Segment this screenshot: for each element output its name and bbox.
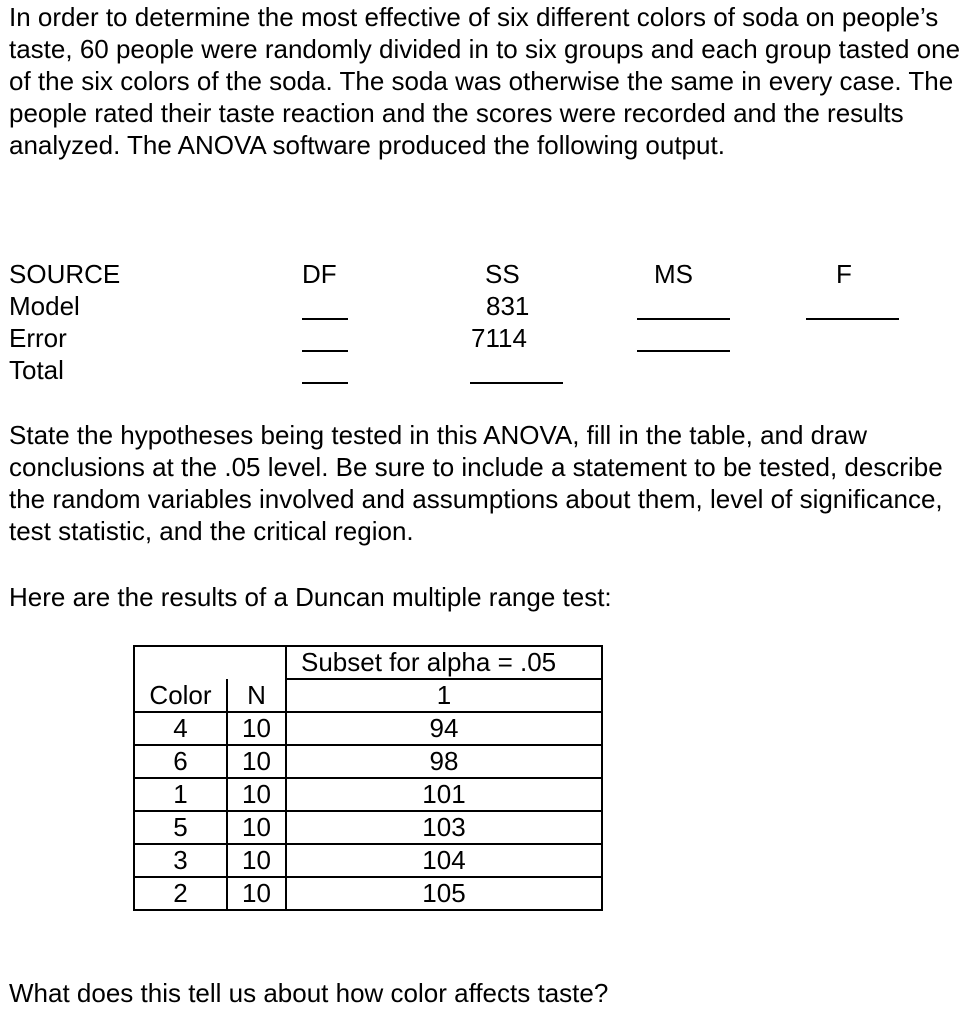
duncan-n-header: N — [227, 679, 286, 712]
anova-source-model: Model — [9, 291, 80, 321]
table-row — [134, 778, 602, 811]
duncan-mean-cell: 101 — [286, 778, 602, 811]
closing-question: What does this tell us about how color affects taste? — [9, 978, 609, 1008]
duncan-color-cell: 3 — [134, 844, 227, 877]
anova-model-df-blank — [302, 318, 348, 320]
anova-source-total: Total — [9, 355, 64, 385]
duncan-intro: Here are the results of a Duncan multiple range test: — [9, 582, 612, 612]
anova-total-ss-blank — [470, 382, 563, 384]
anova-header-ss: SS — [485, 259, 520, 289]
anova-model-ms-blank — [637, 318, 730, 320]
duncan-n-cell: 10 — [227, 745, 286, 778]
anova-model-f-blank — [806, 318, 899, 320]
table-row — [134, 811, 602, 844]
duncan-corner-cell — [227, 646, 286, 679]
problem-intro: In order to determine the most effective of six different colors of soda on people’s taste, 60 people were randomly divided in to six groups and each group tasted one of the six colors of the soda. The soda was otherwise the same in every case. The people rated their taste reaction and the scores were recorded and the results analyzed. The ANOVA software produced the following output. — [9, 2, 961, 160]
duncan-color-header: Color — [134, 679, 227, 712]
anova-header-df: DF — [302, 259, 337, 289]
duncan-subset-number: 1 — [286, 679, 602, 712]
duncan-color-cell: 4 — [134, 712, 227, 745]
table-row — [134, 745, 602, 778]
duncan-color-cell: 1 — [134, 778, 227, 811]
duncan-mean-cell: 105 — [286, 877, 602, 910]
anova-error-ms-blank — [637, 350, 730, 352]
duncan-color-cell: 2 — [134, 877, 227, 910]
duncan-table — [133, 645, 603, 911]
anova-total-df-blank — [302, 382, 348, 384]
anova-header-source: SOURCE — [9, 259, 121, 289]
duncan-mean-cell: 94 — [286, 712, 602, 745]
duncan-subset-header: Subset for alpha = .05 — [286, 646, 602, 679]
table-row — [134, 844, 602, 877]
anova-error-ss: 7114 — [471, 323, 527, 353]
anova-error-df-blank — [302, 350, 348, 352]
duncan-n-cell: 10 — [227, 844, 286, 877]
duncan-mean-cell: 98 — [286, 745, 602, 778]
table-row — [134, 712, 602, 745]
duncan-mean-cell: 103 — [286, 811, 602, 844]
anova-model-ss: 831 — [486, 291, 530, 321]
duncan-n-cell: 10 — [227, 778, 286, 811]
duncan-n-cell: 10 — [227, 712, 286, 745]
anova-header-ms: MS — [654, 259, 693, 289]
duncan-mean-cell: 104 — [286, 844, 602, 877]
instructions: State the hypotheses being tested in this ANOVA, fill in the table, and draw conclusions at the .05 level. Be sure to include a statement to be tested, describe the random variables involved and assumptions about them, level of significance, test statistic, and the critical region. — [9, 420, 943, 546]
duncan-corner-cell — [134, 646, 227, 679]
anova-source-error: Error — [9, 323, 67, 353]
duncan-n-cell: 10 — [227, 877, 286, 910]
duncan-n-cell: 10 — [227, 811, 286, 844]
duncan-color-cell: 5 — [134, 811, 227, 844]
duncan-color-cell: 6 — [134, 745, 227, 778]
anova-header-f: F — [836, 259, 852, 289]
table-row — [134, 877, 602, 910]
